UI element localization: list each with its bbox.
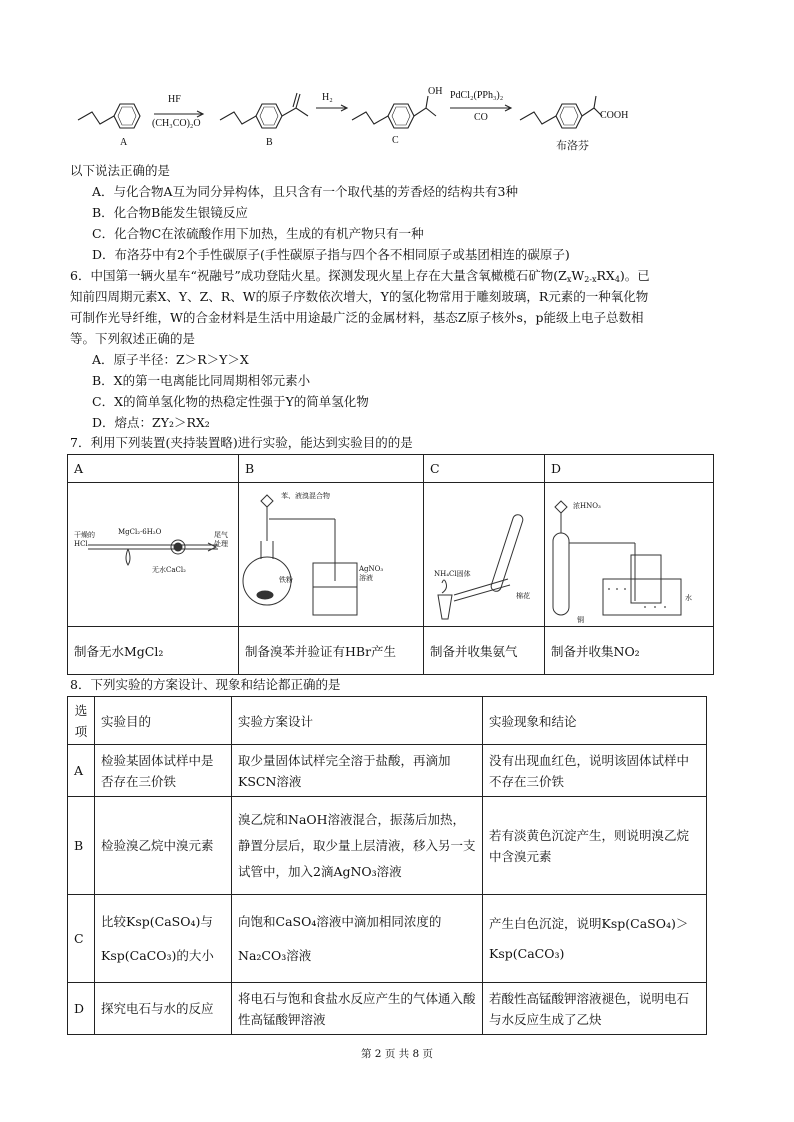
- q8-header-option: 选项: [68, 697, 95, 745]
- q6-line-2: 知前四周期元素X、Y、Z、R、W的原子序数依次增大，Y的氢化物常用于雕刻玻璃，R元素的一种氧化物: [70, 289, 649, 304]
- q8-row-b-aim: 检验溴乙烷中溴元素: [95, 797, 232, 895]
- reagent-3-top: PdCl₂(PPh₃)₂: [450, 90, 504, 101]
- apparatus-b-iron-label: 铁粉: [279, 576, 293, 584]
- q8-header-design: 实验方案设计: [232, 697, 483, 745]
- q5-option-a: A．与化合物A互为同分异构体，且只含有一个取代基的芳香烃的结构共有3种: [92, 184, 519, 199]
- apparatus-a-exhaust-label: 尾气处理: [214, 531, 228, 548]
- q5-option-c: C．化合物C在浓硫酸作用下加热，生成的有机产物只有一种: [92, 226, 424, 241]
- q8-row-a-option: A: [68, 745, 95, 797]
- apparatus-d-copper-label: 铜: [577, 616, 584, 624]
- apparatus-d-water-label: 水: [685, 594, 692, 602]
- q8-row-d-aim: 探究电石与水的反应: [95, 983, 232, 1035]
- apparatus-a-figure: [68, 483, 238, 623]
- reagent-2: H₂: [322, 92, 333, 103]
- apparatus-b-silver-nitrate-label: AgNO₃溶液: [359, 565, 384, 582]
- carboxyl-label: COOH: [600, 110, 629, 121]
- q8-row-d-option: D: [68, 983, 95, 1035]
- reagent-3-bottom: CO: [474, 112, 488, 123]
- q7-caption-c: 制备并收集氨气: [424, 627, 545, 675]
- q5-option-b: B．化合物B能发生银镜反应: [92, 205, 248, 220]
- q8-row-c-design: 向饱和CaSO₄溶液中滴加相同浓度的Na₂CO₃溶液: [232, 895, 483, 983]
- apparatus-a-hcl-label: 干燥的HCl: [74, 531, 95, 548]
- apparatus-c-figure: [424, 483, 544, 623]
- q7-header-c: C: [424, 455, 545, 483]
- q8-row-a-aim: 检验某固体试样中是否存在三价铁: [95, 745, 232, 797]
- apparatus-a: [68, 483, 239, 627]
- q6-line-1: 6．中国第一辆火星车“祝融号”成功登陆火星。探测发现火星上存在大量含氧橄榄石矿物$(Z_xW_{2-x}RX_4)$。已: [70, 268, 650, 284]
- q5-option-d: D．布洛芬中有2个手性碳原子(手性碳原子指与四个各不相同原子或基团相连的碳原子): [92, 247, 570, 262]
- apparatus-b: [239, 483, 424, 627]
- q6-option-c: C．X的简单氢化物的热稳定性强于Y的简单氢化物: [92, 394, 369, 409]
- q7-caption-d: 制备并收集NO₂: [545, 627, 714, 675]
- q7-caption-a: 制备无水MgCl₂: [68, 627, 239, 675]
- apparatus-c-ammonium-chloride-label: NH₄Cl固体: [434, 570, 471, 578]
- q8-row-c-result: 产生白色沉淀，说明Ksp(CaSO₄)＞Ksp(CaCO₃): [483, 895, 707, 983]
- q8-header-result: 实验现象和结论: [483, 697, 707, 745]
- apparatus-b-reactant-label: 苯、液溴混合物: [281, 492, 330, 500]
- q8-stem: 8．下列实验的方案设计、现象和结论都正确的是: [70, 677, 341, 692]
- table-row: [68, 895, 707, 983]
- q7-table: [67, 454, 714, 675]
- apparatus-a-salt-label: MgCl₂·6H₂O: [118, 528, 162, 536]
- compound-A-structure: [78, 104, 140, 128]
- label-ibuprofen: 布洛芬: [556, 140, 589, 152]
- q8-row-b-option: B: [68, 797, 95, 895]
- q6-line-4: 等。下列叙述正确的是: [70, 331, 196, 346]
- q7-stem: 7．利用下列装置(夹持装置略)进行实验，能达到实验目的的是: [70, 435, 413, 450]
- q8-row-a-result: 没有出现血红色，说明该固体试样中不存在三价铁: [483, 745, 707, 797]
- q8-table: [67, 696, 707, 1035]
- q8-row-b-result: 若有淡黄色沉淀产生，则说明溴乙烷中含溴元素: [483, 797, 707, 895]
- label-A: A: [120, 137, 128, 148]
- q8-header-aim: 实验目的: [95, 697, 232, 745]
- table-row: [68, 983, 707, 1035]
- ibuprofen-structure: [520, 96, 602, 128]
- q7-header-d: D: [545, 455, 714, 483]
- hydroxyl-label: OH: [428, 86, 443, 97]
- apparatus-c-cotton-label: 棉花: [516, 592, 530, 600]
- apparatus-b-figure: [239, 483, 423, 623]
- table-row: [68, 797, 707, 895]
- q8-row-a-design: 取少量固体试样完全溶于盐酸，再滴加KSCN溶液: [232, 745, 483, 797]
- q6-option-a: A．原子半径：Z＞R＞Y＞X: [92, 352, 249, 367]
- compound-C-structure: [352, 96, 436, 128]
- label-B: B: [266, 137, 273, 148]
- q8-row-d-result: 若酸性高锰酸钾溶液褪色，说明电石与水反应生成了乙炔: [483, 983, 707, 1035]
- q6-option-d: D．熔点：ZY₂＞RX₂: [92, 415, 210, 430]
- reagent-1-bottom: (CH₃CO)₂O: [152, 118, 201, 129]
- q8-row-c-option: C: [68, 895, 95, 983]
- q8-row-b-design: 溴乙烷和NaOH溶液混合，振荡后加热，静置分层后，取少量上层清液，移入另一支试管中，加入2滴AgNO₃溶液: [232, 797, 483, 895]
- apparatus-d-nitric-acid-label: 浓HNO₃: [573, 502, 601, 510]
- q8-row-c-aim: 比较Ksp(CaSO₄)与Ksp(CaCO₃)的大小: [95, 895, 232, 983]
- page-footer: 第 2 页 共 8 页: [360, 1048, 434, 1060]
- reagent-1-top: HF: [168, 94, 181, 105]
- compound-B-structure: [220, 93, 308, 128]
- apparatus-c: [424, 483, 545, 627]
- q5-stem: 以下说法正确的是: [70, 163, 171, 178]
- label-C: C: [392, 135, 399, 146]
- table-row: [68, 745, 707, 797]
- q7-header-b: B: [239, 455, 424, 483]
- q7-header-a: A: [68, 455, 239, 483]
- q8-row-d-design: 将电石与饱和食盐水反应产生的气体通入酸性高锰酸钾溶液: [232, 983, 483, 1035]
- q7-caption-b: 制备溴苯并验证有HBr产生: [239, 627, 424, 675]
- apparatus-a-desiccant-label: 无水CaCl₂: [152, 566, 186, 574]
- q6-option-b: B．X的第一电离能比同周期相邻元素小: [92, 373, 311, 388]
- q6-line-3: 可制作光导纤维，W的合金材料是生活中用途最广泛的金属材料，基态Z原子核外s，p能级上电子总数相: [70, 310, 644, 325]
- apparatus-d: [545, 483, 714, 627]
